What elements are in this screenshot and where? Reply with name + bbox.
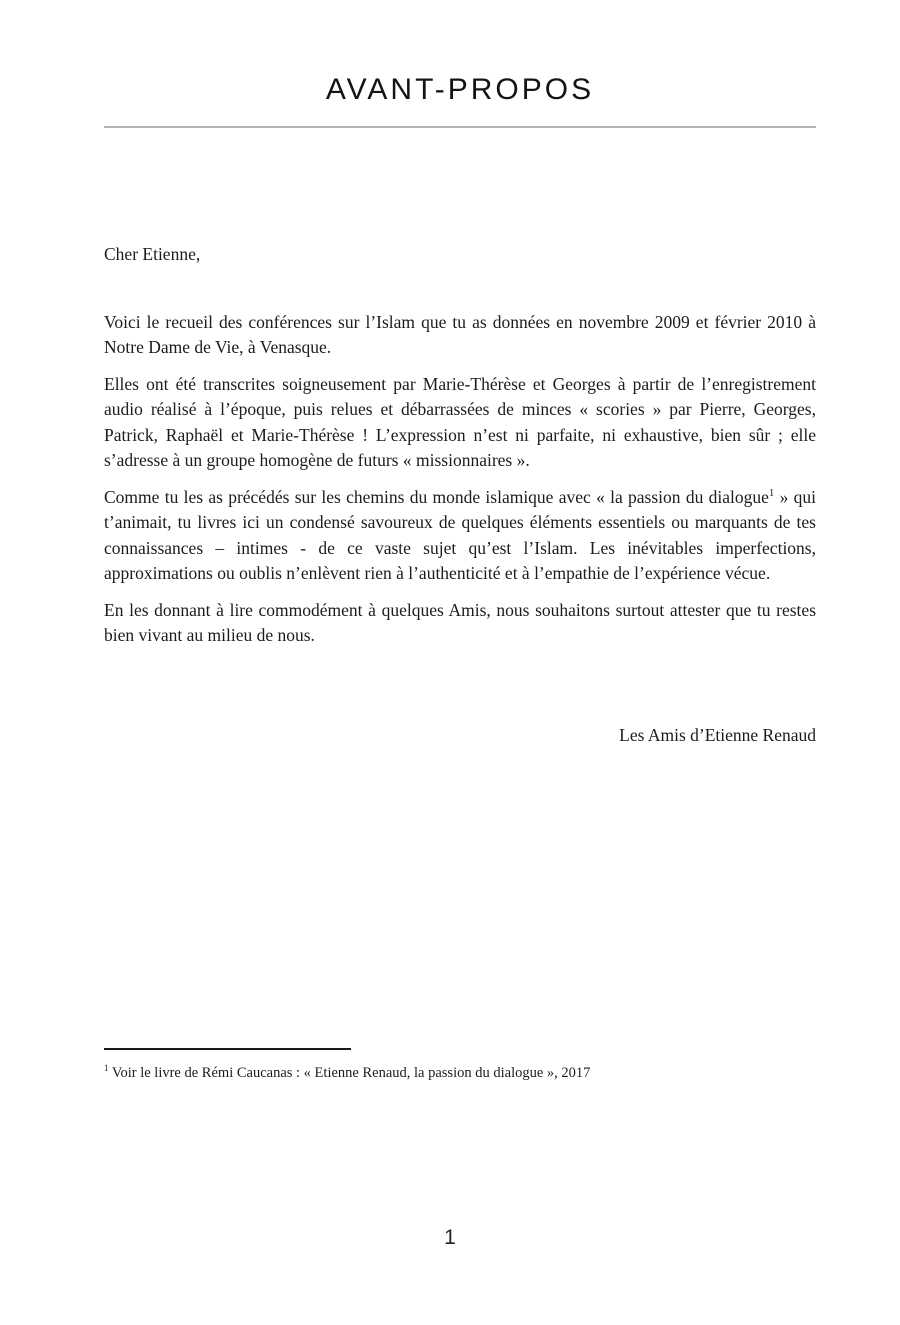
paragraph-3-text-after: » qui t’animait, tu livres ici un condensé savoureux de quelques éléments essentiels ou marquants de tes connaissances – intimes - de ce vaste sujet qu’est l’Islam. Les inévitables imperfections, approximations ou oublis n’enlèvent rien à l’authenticité et à l’empathie de l’expérience vécue. bbox=[104, 486, 816, 583]
salutation: Cher Etienne, bbox=[104, 244, 201, 264]
paragraph-4: En les donnant à lire commodément à quelques Amis, nous souhaitons surtout attester que tu restes bien vivant au milieu de nous. bbox=[104, 599, 816, 645]
footnote-separator bbox=[104, 1048, 351, 1050]
paragraph-2: Elles ont été transcrites soigneusement par Marie-Thérèse et Georges à partir de l’enregistrement audio réalisé à l’époque, puis relues et débarrassées de minces « scories » par Pierre, Georges, Patrick, Raphaël et Marie-Thérèse ! L’expression n’est ni parfaite, ni exhaustive, bien sûr ; elle s’adresse à un groupe homogène de futurs « missionnaires ». bbox=[104, 373, 816, 470]
footnote-text: Voir le livre de Rémi Caucanas : « Etienne Renaud, la passion du dialogue », 2017 bbox=[111, 1065, 591, 1081]
signature: Les Amis d’Etienne Renaud bbox=[619, 724, 816, 745]
footnote-ref: 1 bbox=[768, 486, 775, 499]
paragraph-3 bbox=[104, 485, 816, 587]
page-title: AVANT-PROPOS bbox=[325, 73, 595, 106]
footnote-marker: 1 bbox=[104, 1063, 109, 1074]
paragraph-3-text-before: Comme tu les as précédés sur les chemins du monde islamique avec « la passion du dialogue bbox=[104, 486, 769, 507]
letter-body bbox=[104, 0, 816, 748]
footnote bbox=[104, 1063, 816, 1083]
paragraph-1: Voici le recueil des conférences sur l’Islam que tu as données en novembre 2009 et février 2010 à Notre Dame de Vie, à Venasque. bbox=[104, 311, 816, 357]
footnote-section bbox=[104, 1048, 816, 1083]
page-number: 1 bbox=[444, 1226, 456, 1249]
title-rule bbox=[104, 126, 816, 128]
